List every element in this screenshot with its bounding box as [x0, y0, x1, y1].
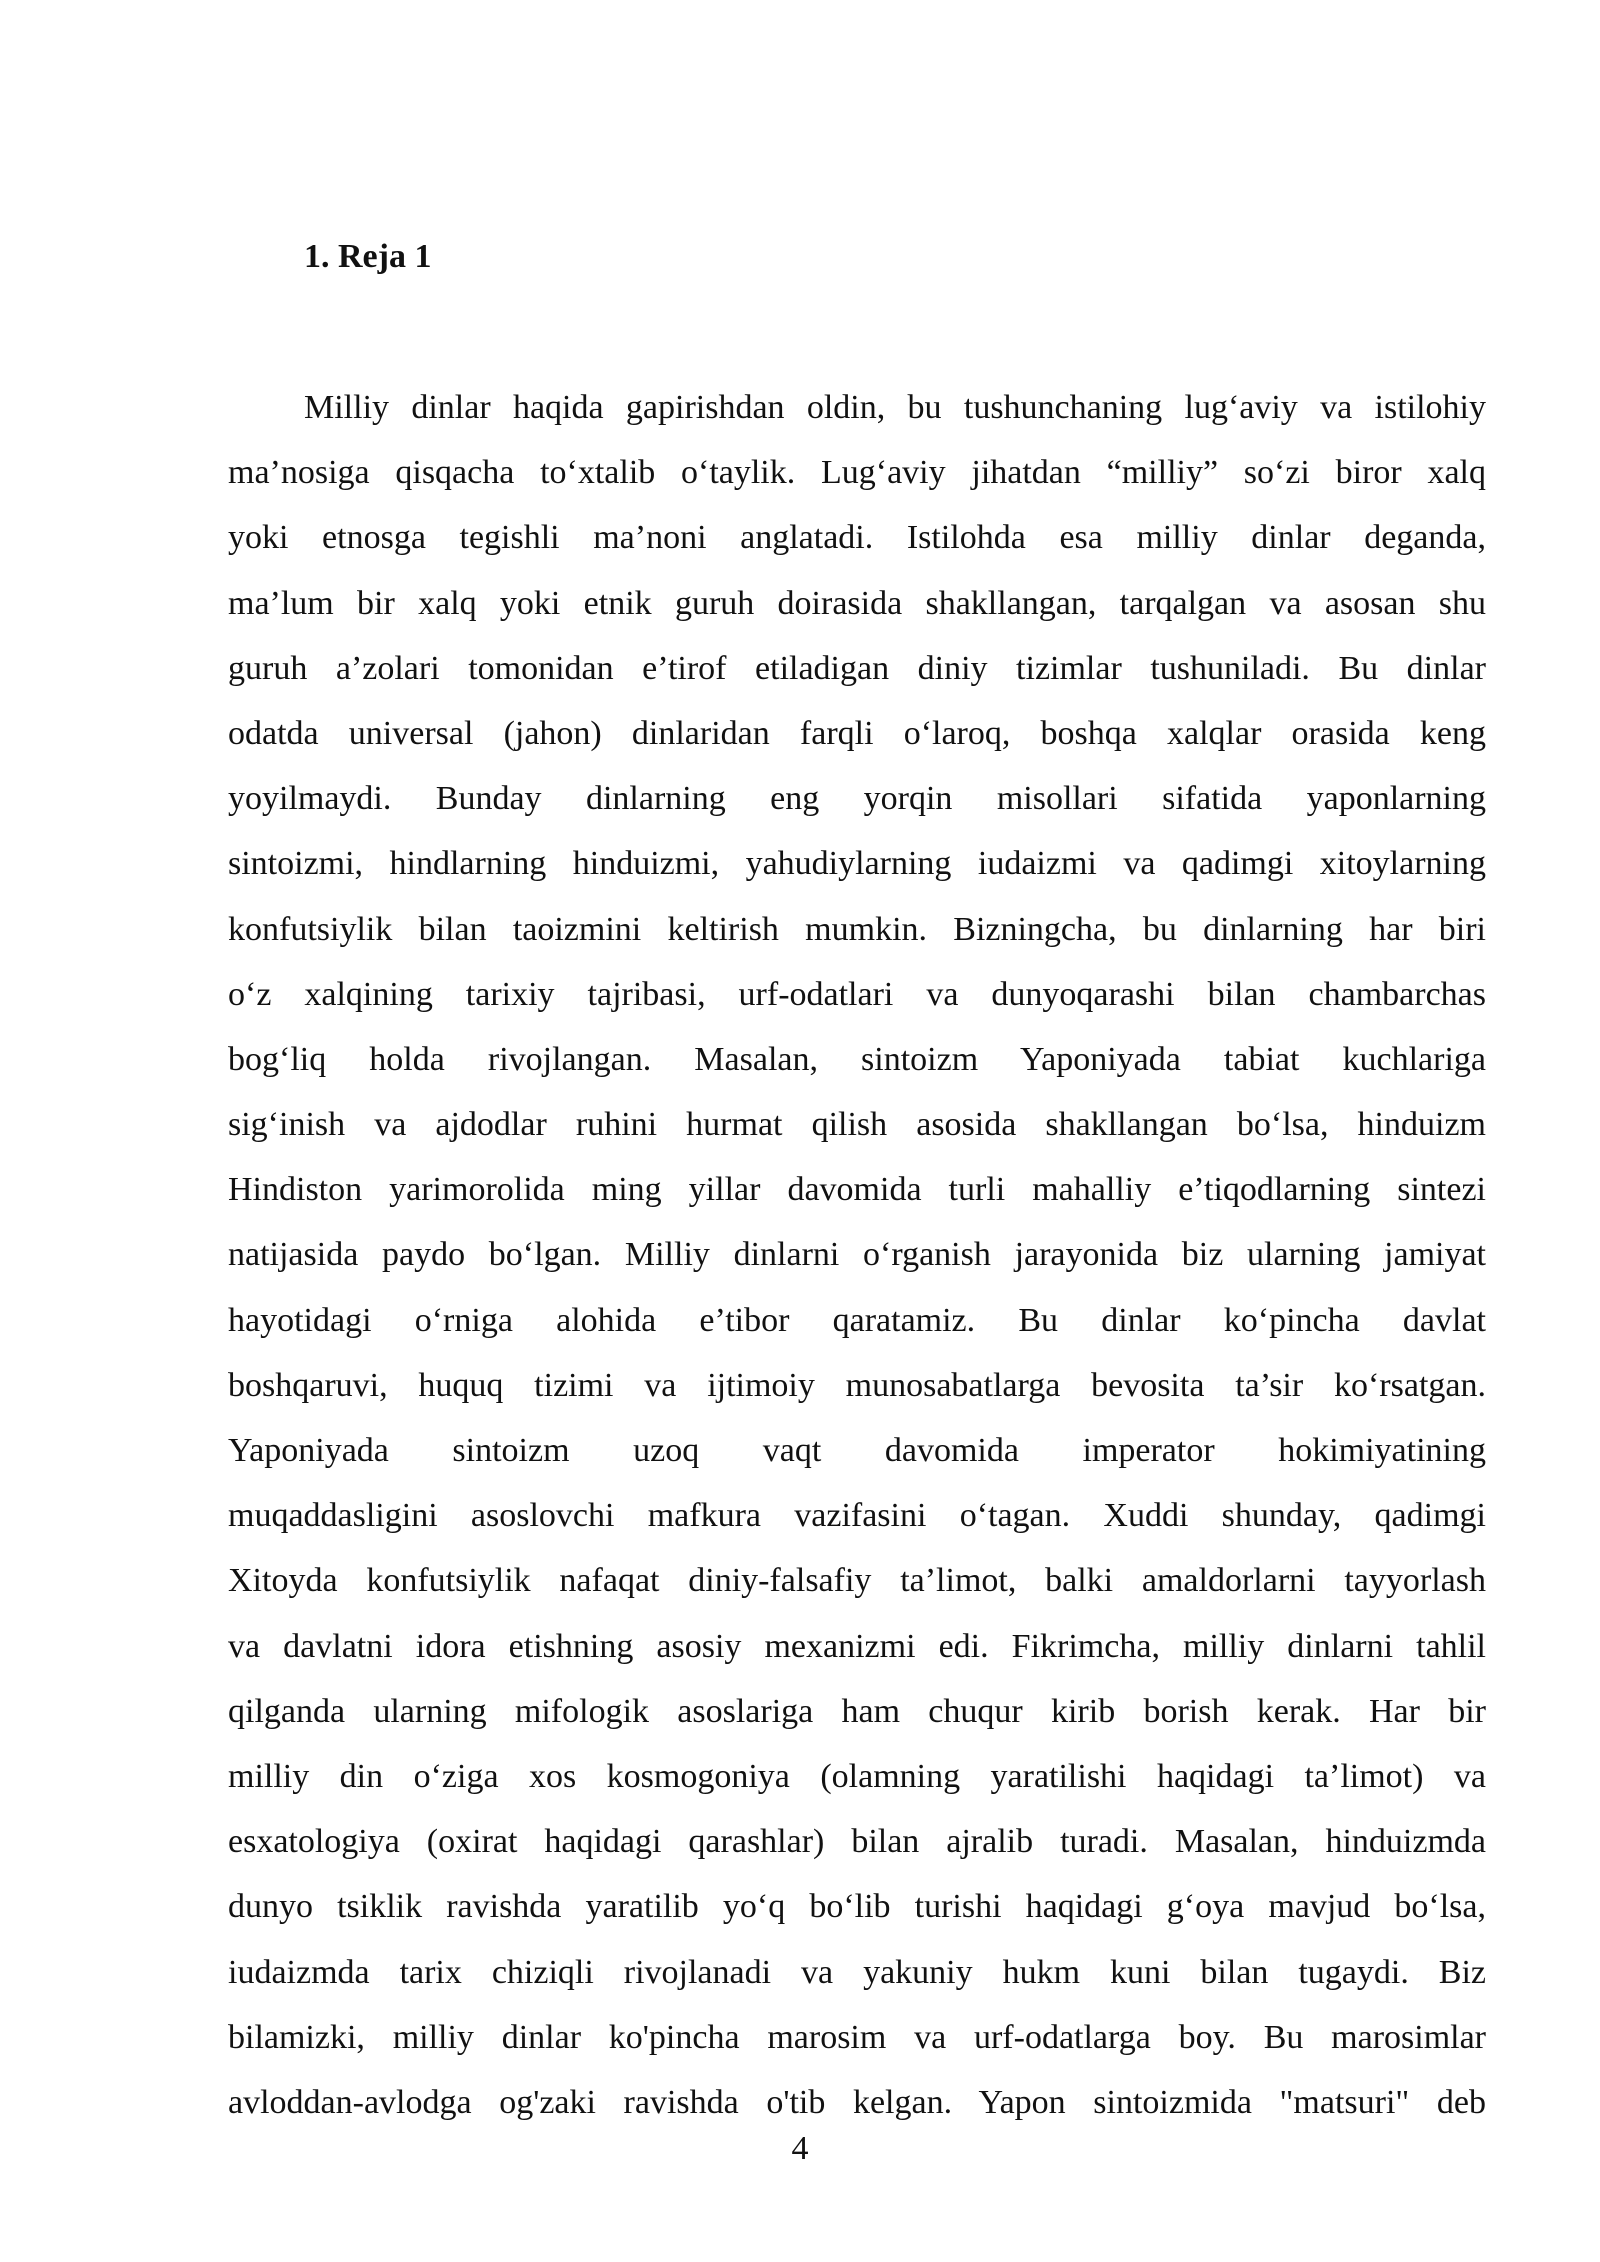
- paragraph-line: iudaizmda tarix chiziqli rivojlanadi va yakuniy hukm kuni bilan tugaydi. Biz: [228, 1953, 1486, 1991]
- section-heading: 1. Reja 1: [304, 238, 432, 275]
- body-paragraph: [228, 375, 1486, 2135]
- page-number: 4: [791, 2130, 809, 2167]
- paragraph-line: muqaddasligini asoslovchi mafkura vazifasini o‘tagan. Xuddi shunday, qadimgi: [228, 1497, 1486, 1535]
- paragraph-line: qilganda ularning mifologik asoslariga ham chuqur kirib borish kerak. Har bir: [228, 1692, 1486, 1730]
- paragraph-line: ma’lum bir xalq yoki etnik guruh doirasida shakllangan, tarqalgan va asosan shu: [228, 584, 1486, 622]
- paragraph-line: bog‘liq holda rivojlangan. Masalan, sintoizm Yaponiyada tabiat kuchlariga: [228, 1040, 1486, 1078]
- paragraph-line: sintoizmi, hindlarning hinduizmi, yahudiylarning iudaizmi va qadimgi xitoylarning: [228, 845, 1486, 883]
- paragraph-line: sig‘inish va ajdodlar ruhini hurmat qilish asosida shakllangan bo‘lsa, hinduizm: [228, 1106, 1486, 1144]
- paragraph-line: o‘z xalqining tarixiy tajribasi, urf-odatlari va dunyoqarashi bilan chambarchas: [228, 975, 1486, 1013]
- paragraph-line: esxatologiya (oxirat haqidagi qarashlar) bilan ajralib turadi. Masalan, hinduizmda: [228, 1823, 1486, 1861]
- paragraph-line: konfutsiylik bilan taoizmini keltirish mumkin. Bizningcha, bu dinlarning har biri: [228, 910, 1486, 948]
- paragraph-line: avloddan-avlodga og'zaki ravishda o'tib kelgan. Yapon sintoizmida "matsuri" deb: [228, 2083, 1486, 2121]
- paragraph-line: Xitoyda konfutsiylik nafaqat diniy-falsafiy ta’limot, balki amaldorlarni tayyorlash: [228, 1562, 1486, 1600]
- paragraph-line: natijasida paydo bo‘lgan. Milliy dinlarni o‘rganish jarayonida biz ularning jamiyat: [228, 1236, 1486, 1274]
- paragraph-line: Hindiston yarimorolida ming yillar davomida turli mahalliy e’tiqodlarning sintezi: [228, 1171, 1486, 1209]
- paragraph-line: ma’nosiga qisqacha to‘xtalib o‘taylik. Lug‘aviy jihatdan “milliy” so‘zi biror xalq: [228, 454, 1486, 492]
- paragraph-line: yoyilmaydi. Bunday dinlarning eng yorqin misollari sifatida yaponlarning: [228, 780, 1486, 818]
- paragraph-line: boshqaruvi, huquq tizimi va ijtimoiy munosabatlarga bevosita ta’sir ko‘rsatgan.: [228, 1366, 1486, 1404]
- paragraph-line: va davlatni idora etishning asosiy mexanizmi edi. Fikrimcha, milliy dinlarni tahlil: [228, 1627, 1486, 1665]
- paragraph-line: yoki etnosga tegishli ma’noni anglatadi. Istilohda esa milliy dinlar deganda,: [228, 519, 1486, 557]
- paragraph-line: odatda universal (jahon) dinlaridan farqli o‘laroq, boshqa xalqlar orasida keng: [228, 714, 1486, 752]
- paragraph-line: guruh a’zolari tomonidan e’tirof etiladigan diniy tizimlar tushuniladi. Bu dinlar: [228, 649, 1486, 687]
- paragraph-line: dunyo tsiklik ravishda yaratilib yo‘q bo‘lib turishi haqidagi g‘oya mavjud bo‘lsa,: [228, 1888, 1486, 1926]
- paragraph-line: milliy din o‘ziga xos kosmogoniya (olamning yaratilishi haqidagi ta’limot) va: [228, 1757, 1486, 1795]
- paragraph-line: Yaponiyada sintoizm uzoq vaqt davomida imperator hokimiyatining: [228, 1432, 1486, 1469]
- paragraph-line: Milliy dinlar haqida gapirishdan oldin, bu tushunchaning lug‘aviy va istilohiy: [304, 389, 1486, 426]
- paragraph-line: hayotidagi o‘rniga alohida e’tibor qaratamiz. Bu dinlar ko‘pincha davlat: [228, 1301, 1486, 1339]
- paragraph-line: bilamizki, milliy dinlar ko'pincha marosim va urf-odatlarga boy. Bu marosimlar: [228, 2018, 1486, 2056]
